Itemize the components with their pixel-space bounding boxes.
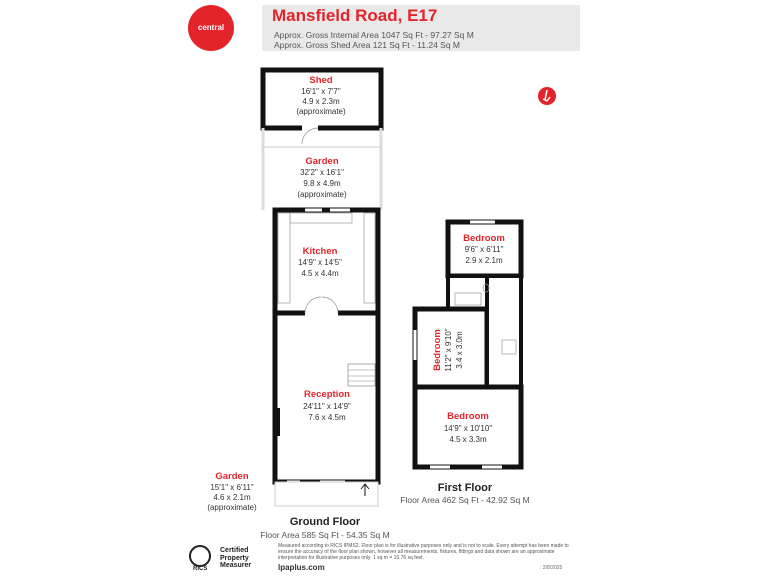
- first-floor-title: First Floor: [437, 482, 493, 494]
- room-label-bedroom-side: [432, 328, 464, 371]
- cert-line-3: Measurer: [220, 562, 252, 569]
- bedroom-top-imperial: 9'6" x 6'11": [464, 245, 504, 254]
- room-label-bedroom-top: [463, 233, 505, 265]
- rear-garden-metric: 9.8 x 4.9m: [303, 179, 341, 188]
- rear-garden-name: Garden: [305, 156, 339, 167]
- kitchen-metric: 4.5 x 4.4m: [301, 269, 339, 278]
- page-title: Mansfield Road, E17: [272, 6, 438, 25]
- kitchen-name: Kitchen: [302, 246, 338, 257]
- agency-logo: central: [188, 5, 234, 51]
- cert-line-1: Certified: [220, 547, 249, 554]
- shed-area: Approx. Gross Shed Area 121 Sq Ft - 11.24 Sq M: [274, 40, 460, 50]
- room-label-bedroom-main: [444, 411, 492, 444]
- room-label-rear-garden: [297, 156, 347, 199]
- shed-metric: 4.9 x 2.3m: [302, 97, 340, 106]
- reception-name: Reception: [304, 389, 350, 400]
- room-label-kitchen: [298, 246, 342, 278]
- rics-label: RICS: [193, 566, 208, 572]
- room-label-reception: [303, 389, 351, 422]
- reception-metric: 7.6 x 4.5m: [308, 413, 346, 422]
- front-garden-note: (approximate): [207, 503, 257, 512]
- plan-date: : 2/8/2025: [540, 565, 563, 571]
- bedroom-side-imperial: 11'2" x 9'10": [444, 328, 453, 372]
- front-garden-metric: 4.6 x 2.1m: [213, 493, 251, 502]
- front-garden-name: Garden: [215, 471, 249, 482]
- certified-measurer: [220, 547, 251, 570]
- ground-floor-area: Floor Area 585 Sq Ft - 54.35 Sq M: [260, 530, 390, 540]
- kitchen-imperial: 14'9" x 14'5": [298, 258, 342, 267]
- shed-imperial: 16'1" x 7'7": [301, 87, 341, 96]
- bedroom-top-metric: 2.9 x 2.1m: [465, 256, 503, 265]
- front-garden-imperial: 15'1" x 6'11": [210, 483, 254, 492]
- room-label-front-garden: [207, 471, 257, 512]
- reception-imperial: 24'11" x 14'9": [303, 402, 351, 411]
- bedroom-main-name: Bedroom: [447, 411, 489, 422]
- rear-garden-note: (approximate): [297, 190, 347, 199]
- shed-name: Shed: [309, 75, 333, 86]
- bedroom-side-metric: 3.4 x 3.0m: [455, 331, 464, 369]
- bedroom-top-name: Bedroom: [463, 233, 505, 244]
- rics-logo-icon: [189, 545, 211, 567]
- front-garden-outline: [275, 482, 378, 506]
- first-floor-area: Floor Area 462 Sq Ft - 42.92 Sq M: [400, 495, 530, 505]
- bedroom-main-metric: 4.5 x 3.3m: [449, 435, 487, 444]
- rear-garden-imperial: 32'2" x 16'1": [300, 168, 344, 177]
- bedroom-main-imperial: 14'9" x 10'10": [443, 424, 493, 433]
- shed-note: (approximate): [296, 107, 346, 116]
- ground-floor-title: Ground Floor: [289, 516, 361, 528]
- disclaimer: Measured according to RICS IPMS2. Floor plan is for illustrative purposes only and is not to scale. Every attempt has been made to ensure the accuracy of the floor plan shown, however all measurements, fixtures, fittings and data shown are an approximate interpretation for illustrative purposes only. 1 sq m = 10.76 sq feet.: [278, 543, 569, 561]
- internal-area: Approx. Gross Internal Area 1047 Sq Ft - 97.27 Sq M: [274, 30, 474, 40]
- website-link[interactable]: lpaplus.com: [278, 563, 325, 572]
- cert-line-2: Property: [220, 554, 249, 562]
- bedroom-side-name: Bedroom: [432, 329, 443, 371]
